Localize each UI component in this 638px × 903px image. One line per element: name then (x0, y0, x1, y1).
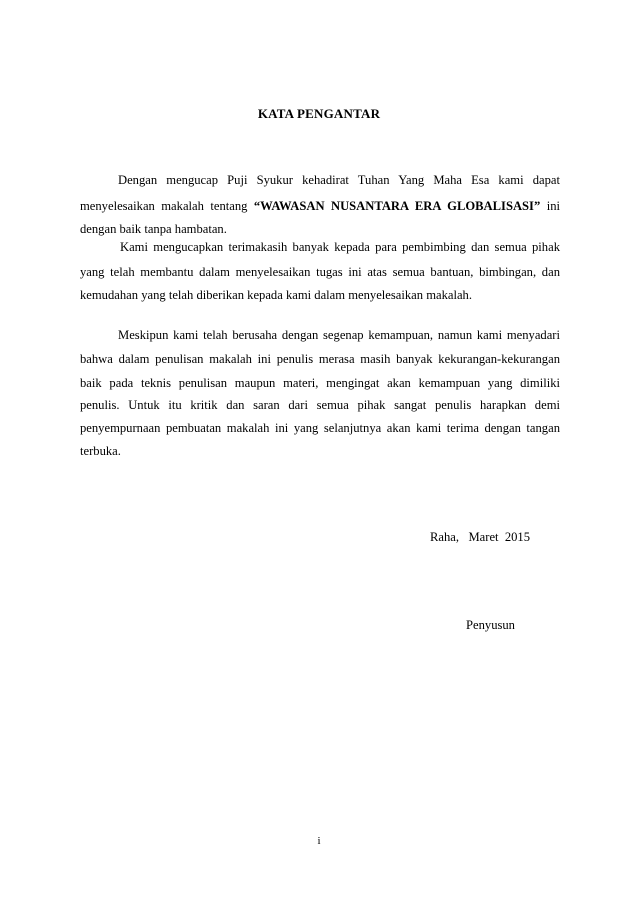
paragraph-1-line-3: dengan baik tanpa hambatan. (80, 222, 227, 236)
paragraph-1-line-1: Dengan mengucap Puji Syukur kehadirat Tuhan Yang Maha Esa kami dapat (118, 173, 560, 187)
page-title: KATA PENGANTAR (257, 106, 381, 121)
paragraph-1-line-2-end: ini (540, 199, 560, 213)
paragraph-3-line-3: baik pada teknis penulisan maupun materi, mengingat akan kemampuan yang dimiliki (80, 376, 560, 390)
paragraph-2-line-3: kemudahan yang telah diberikan kepada kami dalam menyelesaikan makalah. (80, 288, 472, 302)
paragraph-1-line-2 (80, 199, 560, 214)
paragraph-3-line-1: Meskipun kami telah berusaha dengan segenap kemampuan, namun kami menyadari (118, 328, 560, 342)
page-number: i (317, 835, 321, 847)
author-signature-label: Penyusun (466, 618, 515, 632)
paragraph-1-line-2-start: menyelesaikan makalah tentang (80, 199, 254, 213)
paragraph-2-line-2: yang telah membantu dalam menyelesaikan tugas ini atas semua bantuan, bimbingan, dan (80, 265, 560, 279)
place-date: Raha, Maret 2015 (430, 530, 531, 544)
paragraph-2-line-1: Kami mengucapkan terimakasih banyak kepada para pembimbing dan semua pihak (120, 240, 560, 254)
paper-topic-title: “WAWASAN NUSANTARA ERA GLOBALISASI” (253, 199, 541, 213)
paragraph-3-line-6: terbuka. (80, 444, 121, 458)
paragraph-3-line-4: penulis. Untuk itu kritik dan saran dari semua pihak sangat penulis harapkan demi (80, 398, 560, 412)
paragraph-3-line-5: penyempurnaan pembuatan makalah ini yang selanjutnya akan kami terima dengan tangan (80, 421, 560, 435)
paragraph-3-line-2: bahwa dalam penulisan makalah ini penulis merasa masih banyak kekurangan-kekurangan (80, 352, 560, 366)
